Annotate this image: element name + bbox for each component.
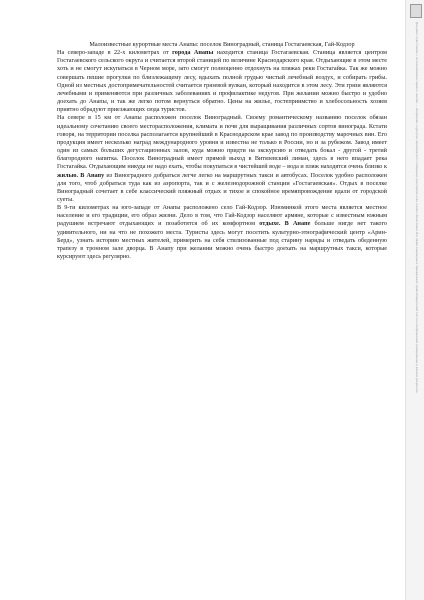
logo-icon [410, 4, 422, 18]
side-watermark-strip [405, 0, 424, 600]
paragraph-text: На северо-западе в 22-х километрах от [57, 49, 173, 57]
paragraph [57, 204, 387, 261]
document-title: Малоизвестные курортные места Анапы: поселок Виноградный, станица Гостагаевская, Гай-Кодзор [89, 41, 355, 48]
paragraph-text: На севере в 15 км от Анапы расположен поселок Виноградный. Своему романтическому названию поселок обязан идеальному сочетанию своего месторасположения, климата и почв для выращивания различных сортов винограда. Кстати говоря, на территории поселка располагается крупнейший в Краснодарском крае завод по производству марочных вин. Его продукция имеет несколько наград международного уровня и известна не только в России, но и за рубежом. Завод имеет один из самых больших дегустационных залов, куда можно придти на экскурсию и отведать бокал - другой - третий благородного напитка. Поселок Виноградный имеет прямой выход в Витязевский лиман, здесь в него впадает река Гостагайка. Отдыхающим никуда не надо ехать, чтобы покупаться в чистейшей воде – вода и пляж находятся очень близко к [57, 114, 387, 171]
paragraph-text: В 9-ти километрах на юго-западе от Анапы расположено село Гай-Кодзор. Изюминкой этого места является местное население и его традиции, его образ жизни. Дело в том, что Гай-Кодзор населяют армяне, которые с известным южным радушием встречают отдыхающих и позаботятся об их комфортном [57, 204, 387, 228]
paragraph-text: из Виноградного добраться легче легко на маршрутных такси и автобусах. Поселок удобно расположен для того, чтоб добраться туда как из аэропорта, так и с железнодорожной станции «Гостагаевская». Отдых в поселке Виноградный сочетает в себе классический пляжный отдых и тихое и спокойное времяпровождение вдали от городской суеты. [57, 171, 387, 203]
bold-link-text: жилью. [57, 171, 79, 179]
bold-link-text: В Анапу [80, 171, 105, 179]
paragraph-text: больше нигде нет такого удивительного, ни на что не похожего места. Туристы здесь могут посетить культурно-этнографический центр «Арин-Берд», узнать историю местных жителей, примерить на себя стилизованные под старину наряды и отведать обеденную трапезу в тронном зале дворца. В Анапу при желании можно очень быстро доехать на маршрутных такси, которые курсируют здесь регулярно. [57, 220, 387, 261]
bold-link-text: города Анапы [172, 49, 214, 57]
bold-link-text: отдыхе. [259, 220, 281, 228]
document-body [57, 41, 387, 261]
paragraph-container [57, 49, 387, 261]
bold-link-text: В Анапе [284, 220, 311, 228]
paragraph [57, 114, 387, 204]
side-watermark-text: Документ подготовлен с использованием сервиса «Анапа» — материалы о курортах Черноморского побережья; при перепечатке ссылка обязательна. Все права защищены и принадлежат правообладателям текста и изображений, размещённых в данном документе. [415, 22, 418, 394]
paragraph-text: находится станица Гостагаевская. Станица является центром Гостагаевского сельского округа и считается второй станицей по величине Краснодарского края. Отдыхающие в этом месте хоть и не смогут искупаться в Черном море, зато смогут полноценно отдохнуть на пляжах реки Гостагайка. Так же можно совершать пешие прогулки по близлежащему лесу, вдыхать полной грудью чистый лечебный воздух, и собирать грибы. Одной из местных достопримечательностей считается грязевой вулкан, который находится в этом лесу. Эти грязи являются лечебными и применяются при различных заболеваниях и профилактике недугов. При желании можно быстро и удобно доехать до Анапы, и так же легко потом вернуться обратно. Цены на жилье, гостеприимство и хлебосольность хозяев приятно обрадуют приезжающих сюда туристов. [57, 49, 387, 114]
paragraph [57, 49, 387, 114]
